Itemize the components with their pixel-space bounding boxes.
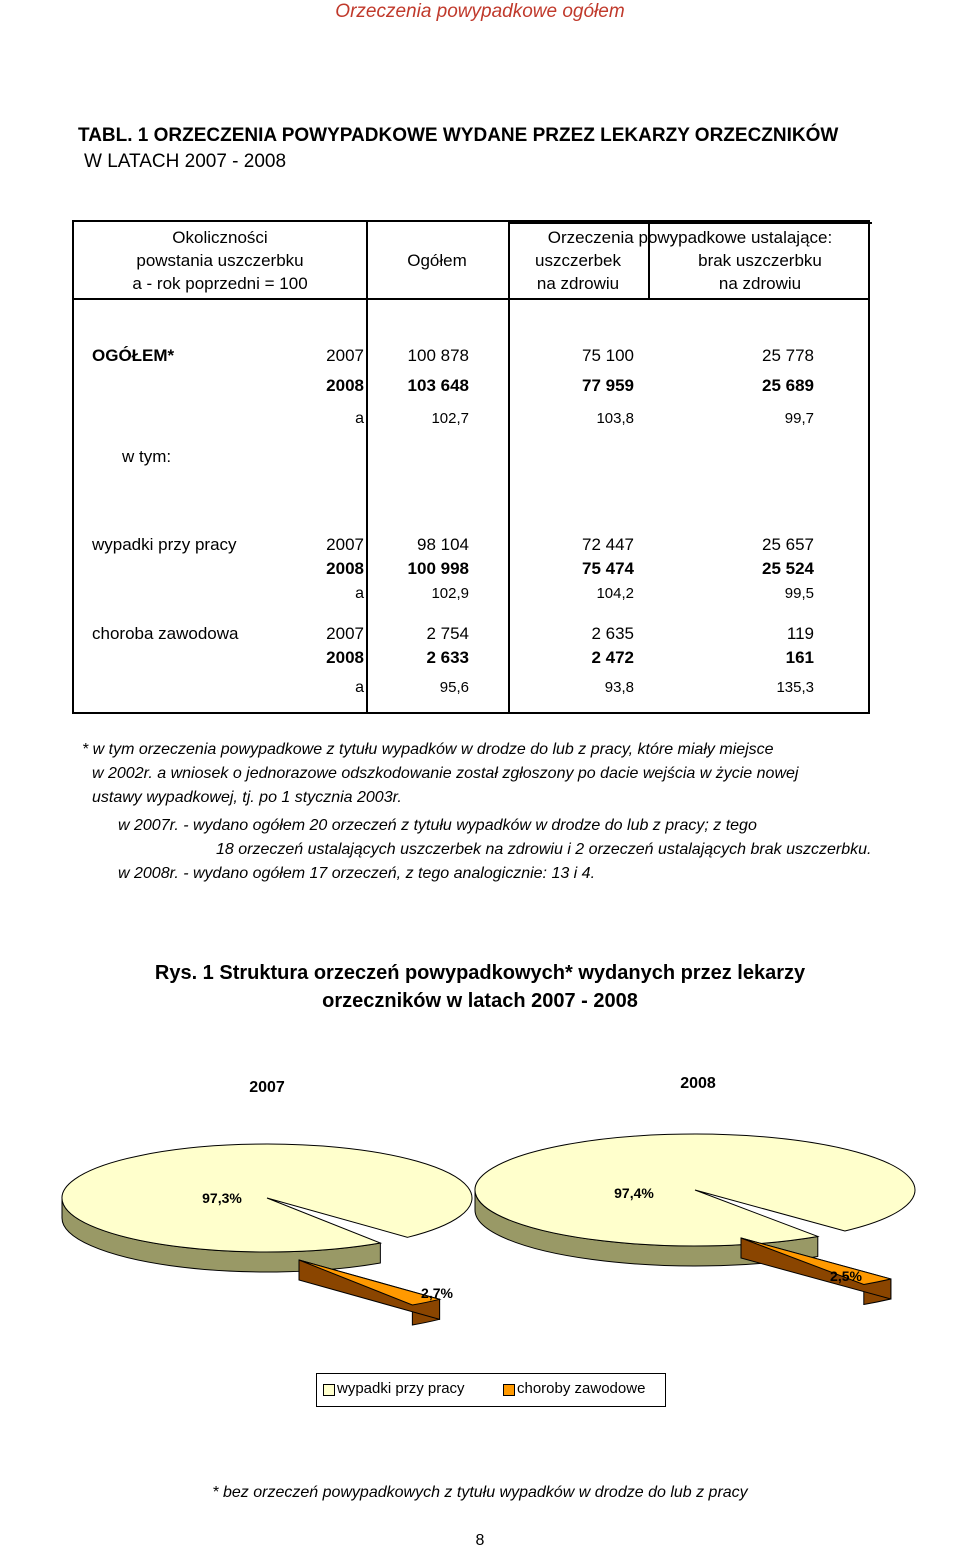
page-number: 8 bbox=[475, 1532, 485, 1549]
pie-charts bbox=[0, 1040, 960, 1370]
brak-cell: 25 657 bbox=[762, 535, 814, 554]
uszczerbek-cell: 93,8 bbox=[604, 679, 634, 696]
slice-wypadki bbox=[475, 1134, 915, 1246]
brak-cell: 99,7 bbox=[784, 410, 814, 427]
brak-cell: 161 bbox=[785, 648, 814, 667]
year-cell: 2007 bbox=[326, 624, 364, 643]
year-cell: a bbox=[355, 410, 364, 427]
brak-cell: 25 524 bbox=[762, 559, 814, 578]
chart-legend bbox=[316, 1373, 666, 1407]
wtym-label: w tym: bbox=[122, 447, 172, 466]
page-header: Orzeczenia powypadkowe ogółem bbox=[335, 1, 625, 22]
uszczerbek-cell: 72 447 bbox=[582, 535, 634, 554]
brak-cell: 119 bbox=[786, 624, 814, 643]
total-cell: 102,9 bbox=[431, 585, 469, 602]
note-line: w 2007r. - wydano ogółem 20 orzeczeń z tytułu wypadków w drodze do lub z pracy; z tego bbox=[118, 817, 757, 834]
year-cell: 2008 bbox=[326, 559, 364, 578]
uszczerbek-cell: 104,2 bbox=[596, 585, 634, 602]
slice-label-wypadki: 97,4% bbox=[614, 1185, 654, 1201]
figure-title-line1: Rys. 1 Struktura orzeczeń powypadkowych* wydanych przez lekarzy bbox=[154, 962, 806, 984]
note-line: w 2002r. a wniosek o jednorazowe odszkodowanie został zgłoszony po dacie wejścia w życie nowej bbox=[92, 765, 799, 782]
header-uszczerbek: uszczerbek na zdrowiu bbox=[535, 251, 621, 293]
header-circumstances: Okoliczności powstania uszczerbku a - rok poprzedni = 100 bbox=[132, 228, 308, 293]
section-name-wypadki: wypadki przy pracy bbox=[92, 535, 237, 554]
chart-title-2008: 2008 bbox=[680, 1075, 716, 1092]
brak-cell: 135,3 bbox=[776, 679, 814, 696]
uszczerbek-cell: 75 474 bbox=[582, 559, 634, 578]
legend-label-choroby: choroby zawodowe bbox=[517, 1380, 646, 1397]
note-line: ustawy wypadkowej, tj. po 1 stycznia 2003r. bbox=[92, 789, 402, 806]
total-cell: 2 754 bbox=[426, 624, 469, 643]
uszczerbek-cell: 2 635 bbox=[591, 624, 634, 643]
year-cell: 2007 bbox=[326, 346, 364, 365]
brak-cell: 25 778 bbox=[762, 346, 814, 365]
header-total: Ogółem bbox=[407, 251, 467, 270]
table-title-line1: TABL. 1 ORZECZENIA POWYPADKOWE WYDANE PRZEZ LEKARZY ORZECZNIKÓW bbox=[78, 125, 839, 146]
footnote: * bez orzeczeń powypadkowych z tytułu wypadków w drodze do lub z pracy bbox=[212, 1484, 748, 1501]
slice-label-wypadki: 97,3% bbox=[202, 1190, 242, 1206]
year-cell: a bbox=[355, 585, 364, 602]
note-line: 18 orzeczeń ustalających uszczerbek na zdrowiu i 2 orzeczeń ustalających brak uszczerbku. bbox=[216, 841, 872, 858]
section-name-choroba: choroba zawodowa bbox=[92, 624, 239, 643]
slice-wypadki bbox=[62, 1144, 472, 1252]
chart-title-2007: 2007 bbox=[249, 1079, 285, 1096]
total-cell: 103 648 bbox=[407, 376, 469, 395]
note-line: w 2008r. - wydano ogółem 17 orzeczeń, z tego analogicznie: 13 i 4. bbox=[118, 865, 596, 882]
total-cell: 102,7 bbox=[431, 410, 469, 427]
total-cell: 2 633 bbox=[426, 648, 469, 667]
legend-label-wypadki: wypadki przy pracy bbox=[337, 1380, 465, 1397]
year-cell: 2008 bbox=[326, 648, 364, 667]
table-title-line2: W LATACH 2007 - 2008 bbox=[84, 151, 287, 172]
brak-cell: 25 689 bbox=[762, 376, 814, 395]
brak-cell: 99,5 bbox=[784, 585, 814, 602]
accident-rulings-table bbox=[72, 220, 870, 714]
uszczerbek-cell: 77 959 bbox=[582, 376, 634, 395]
total-cell: 100 878 bbox=[407, 346, 469, 365]
uszczerbek-cell: 2 472 bbox=[591, 648, 634, 667]
total-cell: 95,6 bbox=[439, 679, 469, 696]
slice-label-choroby: 2,7% bbox=[421, 1285, 453, 1301]
section-name-ogolem: OGÓŁEM* bbox=[92, 346, 175, 365]
uszczerbek-cell: 103,8 bbox=[596, 410, 634, 427]
total-cell: 100 998 bbox=[407, 559, 469, 578]
legend-swatch-wypadki bbox=[323, 1384, 335, 1396]
total-cell: 98 104 bbox=[417, 535, 469, 554]
slice-label-choroby: 2,5% bbox=[830, 1268, 862, 1284]
legend-swatch-choroby bbox=[503, 1384, 515, 1396]
year-cell: a bbox=[355, 679, 364, 696]
header-group: Orzeczenia powypadkowe ustalające: bbox=[547, 228, 833, 247]
year-cell: 2008 bbox=[326, 376, 364, 395]
header-brak: brak uszczerbku na zdrowiu bbox=[698, 251, 822, 293]
figure-title-line2: orzeczników w latach 2007 - 2008 bbox=[322, 990, 638, 1012]
note-line: * w tym orzeczenia powypadkowe z tytułu wypadków w drodze do lub z pracy, które miały miejsce bbox=[82, 741, 774, 758]
year-cell: 2007 bbox=[326, 535, 364, 554]
uszczerbek-cell: 75 100 bbox=[582, 346, 634, 365]
